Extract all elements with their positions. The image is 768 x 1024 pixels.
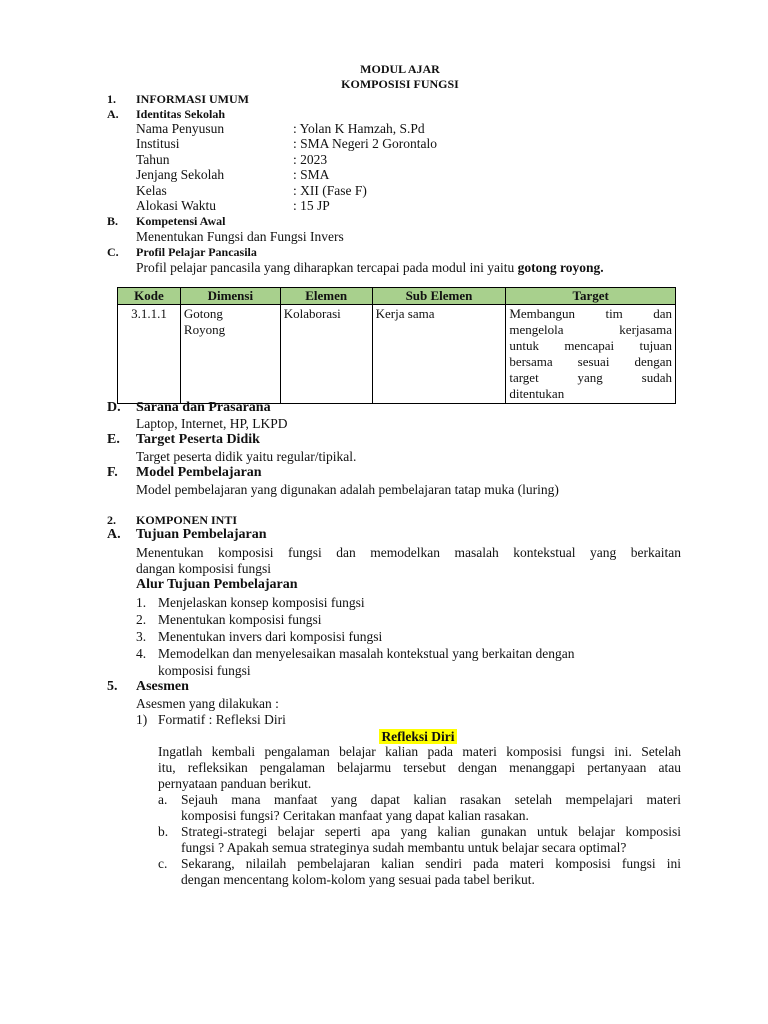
dimensi-line: Royong [183, 322, 226, 337]
target-line: untuk mencapai tujuan [509, 338, 672, 353]
alur-number: 1. [136, 595, 147, 610]
section-2-title: KOMPONEN INTI [136, 513, 238, 527]
section-c-text-normal: Profil pelajar pancasila yang diharapkan tercapai pada modul ini yaitu [136, 260, 518, 275]
section-c-title: Profil Pelajar Pancasila [136, 245, 257, 259]
table-cell-sub-elemen: Kerja sama [372, 305, 506, 404]
section-1-title: INFORMASI UMUM [136, 92, 249, 106]
question-letter: c. [158, 856, 168, 871]
table-cell-kode: 3.1.1.1 [118, 305, 181, 404]
section-f-letter: F. [107, 465, 118, 480]
section-5-title: Asesmen [136, 679, 189, 694]
identity-value: : 15 JP [293, 198, 330, 213]
question-letter: b. [158, 824, 169, 839]
doc-title-line1: MODUL AJAR [360, 62, 440, 76]
table-cell-elemen: Kolaborasi [280, 305, 372, 404]
question-line: Strategi-strategi belajar seperti apa yang kalian gunakan untuk belajar komposisi [181, 824, 681, 839]
identity-label: Jenjang Sekolah [136, 167, 225, 182]
identity-value: : 2023 [293, 152, 328, 167]
alur-item: Memodelkan dan menyelesaikan masalah kontekstual yang berkaitan dengan [158, 646, 575, 661]
identity-label: Institusi [136, 136, 180, 151]
refleksi-para-line: itu, refleksikan pengalaman belajarmu tersebut dengan menanggapi pertanyaan atau [158, 760, 681, 775]
target-line: bersama sesuai dengan [509, 354, 672, 369]
tujuan-line: Menentukan komposisi fungsi dan memodelkan masalah kontekstual yang berkaitan [136, 545, 681, 560]
section-2a-letter: A. [107, 527, 121, 542]
section-2a-title: Tujuan Pembelajaran [136, 527, 267, 542]
section-a-letter: A. [107, 107, 119, 121]
refleksi-title: Refleksi Diri [381, 729, 455, 744]
identity-label: Nama Penyusun [136, 121, 225, 136]
question-line: Sejauh mana manfaat yang dapat kalian rasakan setelah mempelajari materi [181, 792, 681, 807]
refleksi-para-line: pernyataan panduan berikut. [158, 776, 312, 791]
table-header-cell: Sub Elemen [372, 288, 506, 305]
tujuan-line: dangan komposisi fungsi [136, 561, 271, 576]
table-header-cell: Kode [118, 288, 181, 305]
identity-value: : SMA [293, 167, 330, 182]
section-c-text-bold: gotong royong. [517, 260, 604, 275]
doc-title-line2: KOMPOSISI FUNGSI [341, 77, 459, 91]
target-line: mengelola kerjasama [509, 322, 672, 337]
identity-value: : Yolan K Hamzah, S.Pd [293, 121, 425, 136]
section-5-number: 5. [107, 679, 118, 694]
table-row [118, 305, 676, 404]
section-e-text: Target peserta didik yaitu regular/tipikal. [136, 449, 357, 464]
section-a-title: Identitas Sekolah [136, 107, 226, 121]
alur-item: Menentukan komposisi fungsi [158, 612, 322, 627]
asesmen-item-number: 1) [136, 712, 148, 727]
section-e-title: Target Peserta Didik [136, 432, 260, 447]
table-cell-dimensi [180, 305, 280, 404]
alur-number: 4. [136, 646, 147, 661]
alur-number: 3. [136, 629, 147, 644]
section-f-title: Model Pembelajaran [136, 465, 262, 480]
question-line: Sekarang, nilailah pembelajaran kalian sendiri pada materi komposisi fungsi ini [181, 856, 681, 871]
table-header-row [118, 288, 676, 305]
target-line: Membangun tim dan [509, 306, 672, 321]
section-2-number: 2. [107, 513, 116, 527]
section-c-letter: C. [107, 245, 119, 259]
identity-label: Kelas [136, 183, 167, 198]
identity-value: : SMA Negeri 2 Gorontalo [293, 136, 437, 151]
question-line: dengan mencentang kolom-kolom yang sesuai pada tabel berikut. [181, 872, 535, 887]
profile-table [117, 287, 676, 404]
section-c-text [136, 260, 604, 276]
question-line: komposisi fungsi? Ceritakan manfaat yang dapat kalian rasakan. [181, 808, 529, 823]
section-1-number: 1. [107, 92, 116, 106]
dimensi-line: Gotong [183, 306, 223, 321]
target-line: target yang sudah [509, 370, 672, 385]
section-d-text: Laptop, Internet, HP, LKPD [136, 416, 288, 431]
table-header-cell: Dimensi [180, 288, 280, 305]
question-line: fungsi ? Apakah semua strateginya sudah membantu untuk belajar secara optimal? [181, 840, 627, 855]
refleksi-para-line: Ingatlah kembali pengalaman belajar kalian pada materi komposisi fungsi ini. Setelah [158, 744, 681, 759]
section-d-title: Sarana dan Prasarana [136, 400, 271, 415]
identity-label: Tahun [136, 152, 170, 167]
section-f-text: Model pembelajaran yang digunakan adalah pembelajaran tatap muka (luring) [136, 482, 559, 497]
table-cell-target [506, 305, 676, 404]
table-header-cell: Elemen [280, 288, 372, 305]
alur-title: Alur Tujuan Pembelajaran [136, 577, 298, 592]
section-b-letter: B. [107, 214, 119, 228]
alur-item-cont: komposisi fungsi [158, 663, 251, 678]
target-line: ditentukan [509, 386, 565, 401]
section-b-title: Kompetensi Awal [136, 214, 226, 228]
asesmen-intro: Asesmen yang dilakukan : [136, 696, 279, 711]
alur-number: 2. [136, 612, 147, 627]
section-e-letter: E. [107, 432, 120, 447]
identity-label: Alokasi Waktu [136, 198, 217, 213]
identity-value: : XII (Fase F) [293, 183, 367, 198]
section-d-letter: D. [107, 400, 121, 415]
alur-item: Menentukan invers dari komposisi fungsi [158, 629, 383, 644]
section-b-text: Menentukan Fungsi dan Fungsi Invers [136, 229, 344, 244]
table-header-cell: Target [506, 288, 676, 305]
question-letter: a. [158, 792, 168, 807]
alur-item: Menjelaskan konsep komposisi fungsi [158, 595, 365, 610]
asesmen-item: Formatif : Refleksi Diri [158, 712, 286, 727]
